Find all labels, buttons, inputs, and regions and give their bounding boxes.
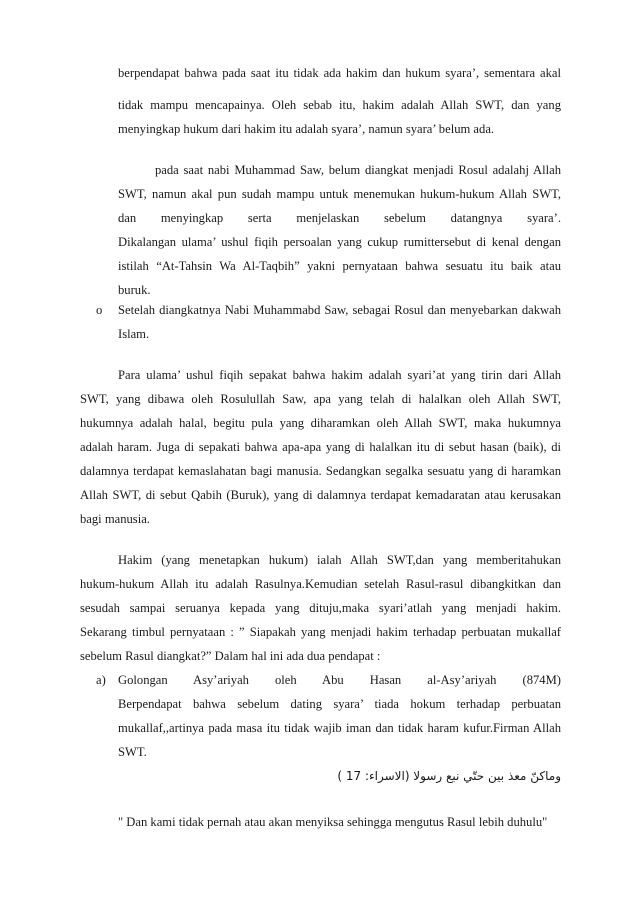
- text-line: sebelum Rasul diangkat?” Dalam hal ini ada dua pendapat :: [80, 649, 381, 663]
- text-line: dan menyingkap serta menjelaskan sebelum datangnya syara’.: [118, 211, 561, 225]
- text-line: dalamnya terdapat kemaslahatan bagi manusia. Sedangkan segalka sesuatu yang di haramkan: [80, 464, 561, 478]
- text-line: Dikalangan ulama’ ushul fiqih persoalan yang cukup rumittersebut di kenal dengan: [118, 235, 561, 249]
- text-line: mukallaf,,artinya pada masa itu tidak wajib iman dan tidak haram kufur.Firman Allah: [118, 721, 561, 735]
- text-line: Golongan Asy’ariyah oleh Abu Hasan al-Asy’ariyah (874M): [118, 673, 561, 687]
- text-line: adalah haram. Juga di sepakati bahwa apa-apa yang di halalkan itu di sebut hasan (baik), di: [80, 440, 561, 454]
- text-line: Allah SWT, di sebut Qabih (Buruk), yang di dalamnya terdapat kemadaratan atau kerusakan: [80, 488, 561, 502]
- text-line: Berpendapat bahwa sebelum dating syara’ tiada hokum terhadap perbuatan: [118, 697, 561, 711]
- text-line: hukum-hukum Allah itu adalah Rasulnya.Kemudian setelah Rasul-rasul dibangkitkan dan: [80, 577, 561, 591]
- bullet-marker: o: [96, 303, 103, 317]
- text-line: berpendapat bahwa pada saat itu tidak ada hakim dan hukum syara’, sementara akal: [118, 66, 561, 80]
- arabic-verse: وماكنّ معذ بين حتّي نبع رسولا (الاسراء: 17 ): [337, 769, 561, 783]
- text-line: SWT, yang dibawa oleh Rosulullah Saw, apa yang telah di halalkan oleh Allah SWT,: [80, 392, 561, 406]
- text-line: sesudah sampai seruanya kepada yang dituju,maka syari’atlah yang menjadi hakim.: [80, 601, 561, 615]
- text-line: pada saat nabi Muhammad Saw, belum diangkat menjadi Rosul adalahj Allah: [155, 163, 561, 177]
- list-marker: a): [96, 673, 106, 687]
- text-line: menyingkap hukum dari hakim itu adalah syara’, namun syara’ belum ada.: [118, 122, 495, 136]
- text-line: hukumnya adalah halal, begitu pula yang diharamkan oleh Allah SWT, maka hukumnya: [80, 416, 561, 430]
- text-line: tidak mampu mencapainya. Oleh sebab itu, hakim adalah Allah SWT, dan yang: [118, 98, 561, 112]
- text-line: Setelah diangkatnya Nabi Muhammabd Saw, sebagai Rosul dan menyebarkan dakwah: [118, 303, 561, 317]
- text-line: " Dan kami tidak pernah atau akan menyiksa sehingga mengutus Rasul lebih duhulu": [118, 815, 548, 829]
- text-line: Hakim (yang menetapkan hukum) ialah Allah SWT,dan yang memberitahukan: [118, 553, 561, 567]
- text-line: buruk.: [118, 283, 151, 297]
- text-line: SWT.: [118, 745, 147, 759]
- text-line: Para ulama’ ushul fiqih sepakat bahwa hakim adalah syari’at yang tirin dari Allah: [118, 368, 561, 382]
- text-line: istilah “At-Tahsin Wa Al-Taqbih” yakni pernyataan bahwa sesuatu itu baik atau: [118, 259, 561, 273]
- text-line: bagi manusia.: [80, 512, 150, 526]
- text-line: SWT, namun akal pun sudah mampu untuk menemukan hukum-hukum Allah SWT,: [118, 187, 561, 201]
- text-line: Sekarang timbul pernyataan : ” Siapakah yang menjadi hakim terhadap perbuatan mukallaf: [80, 625, 561, 639]
- text-line: Islam.: [118, 327, 150, 341]
